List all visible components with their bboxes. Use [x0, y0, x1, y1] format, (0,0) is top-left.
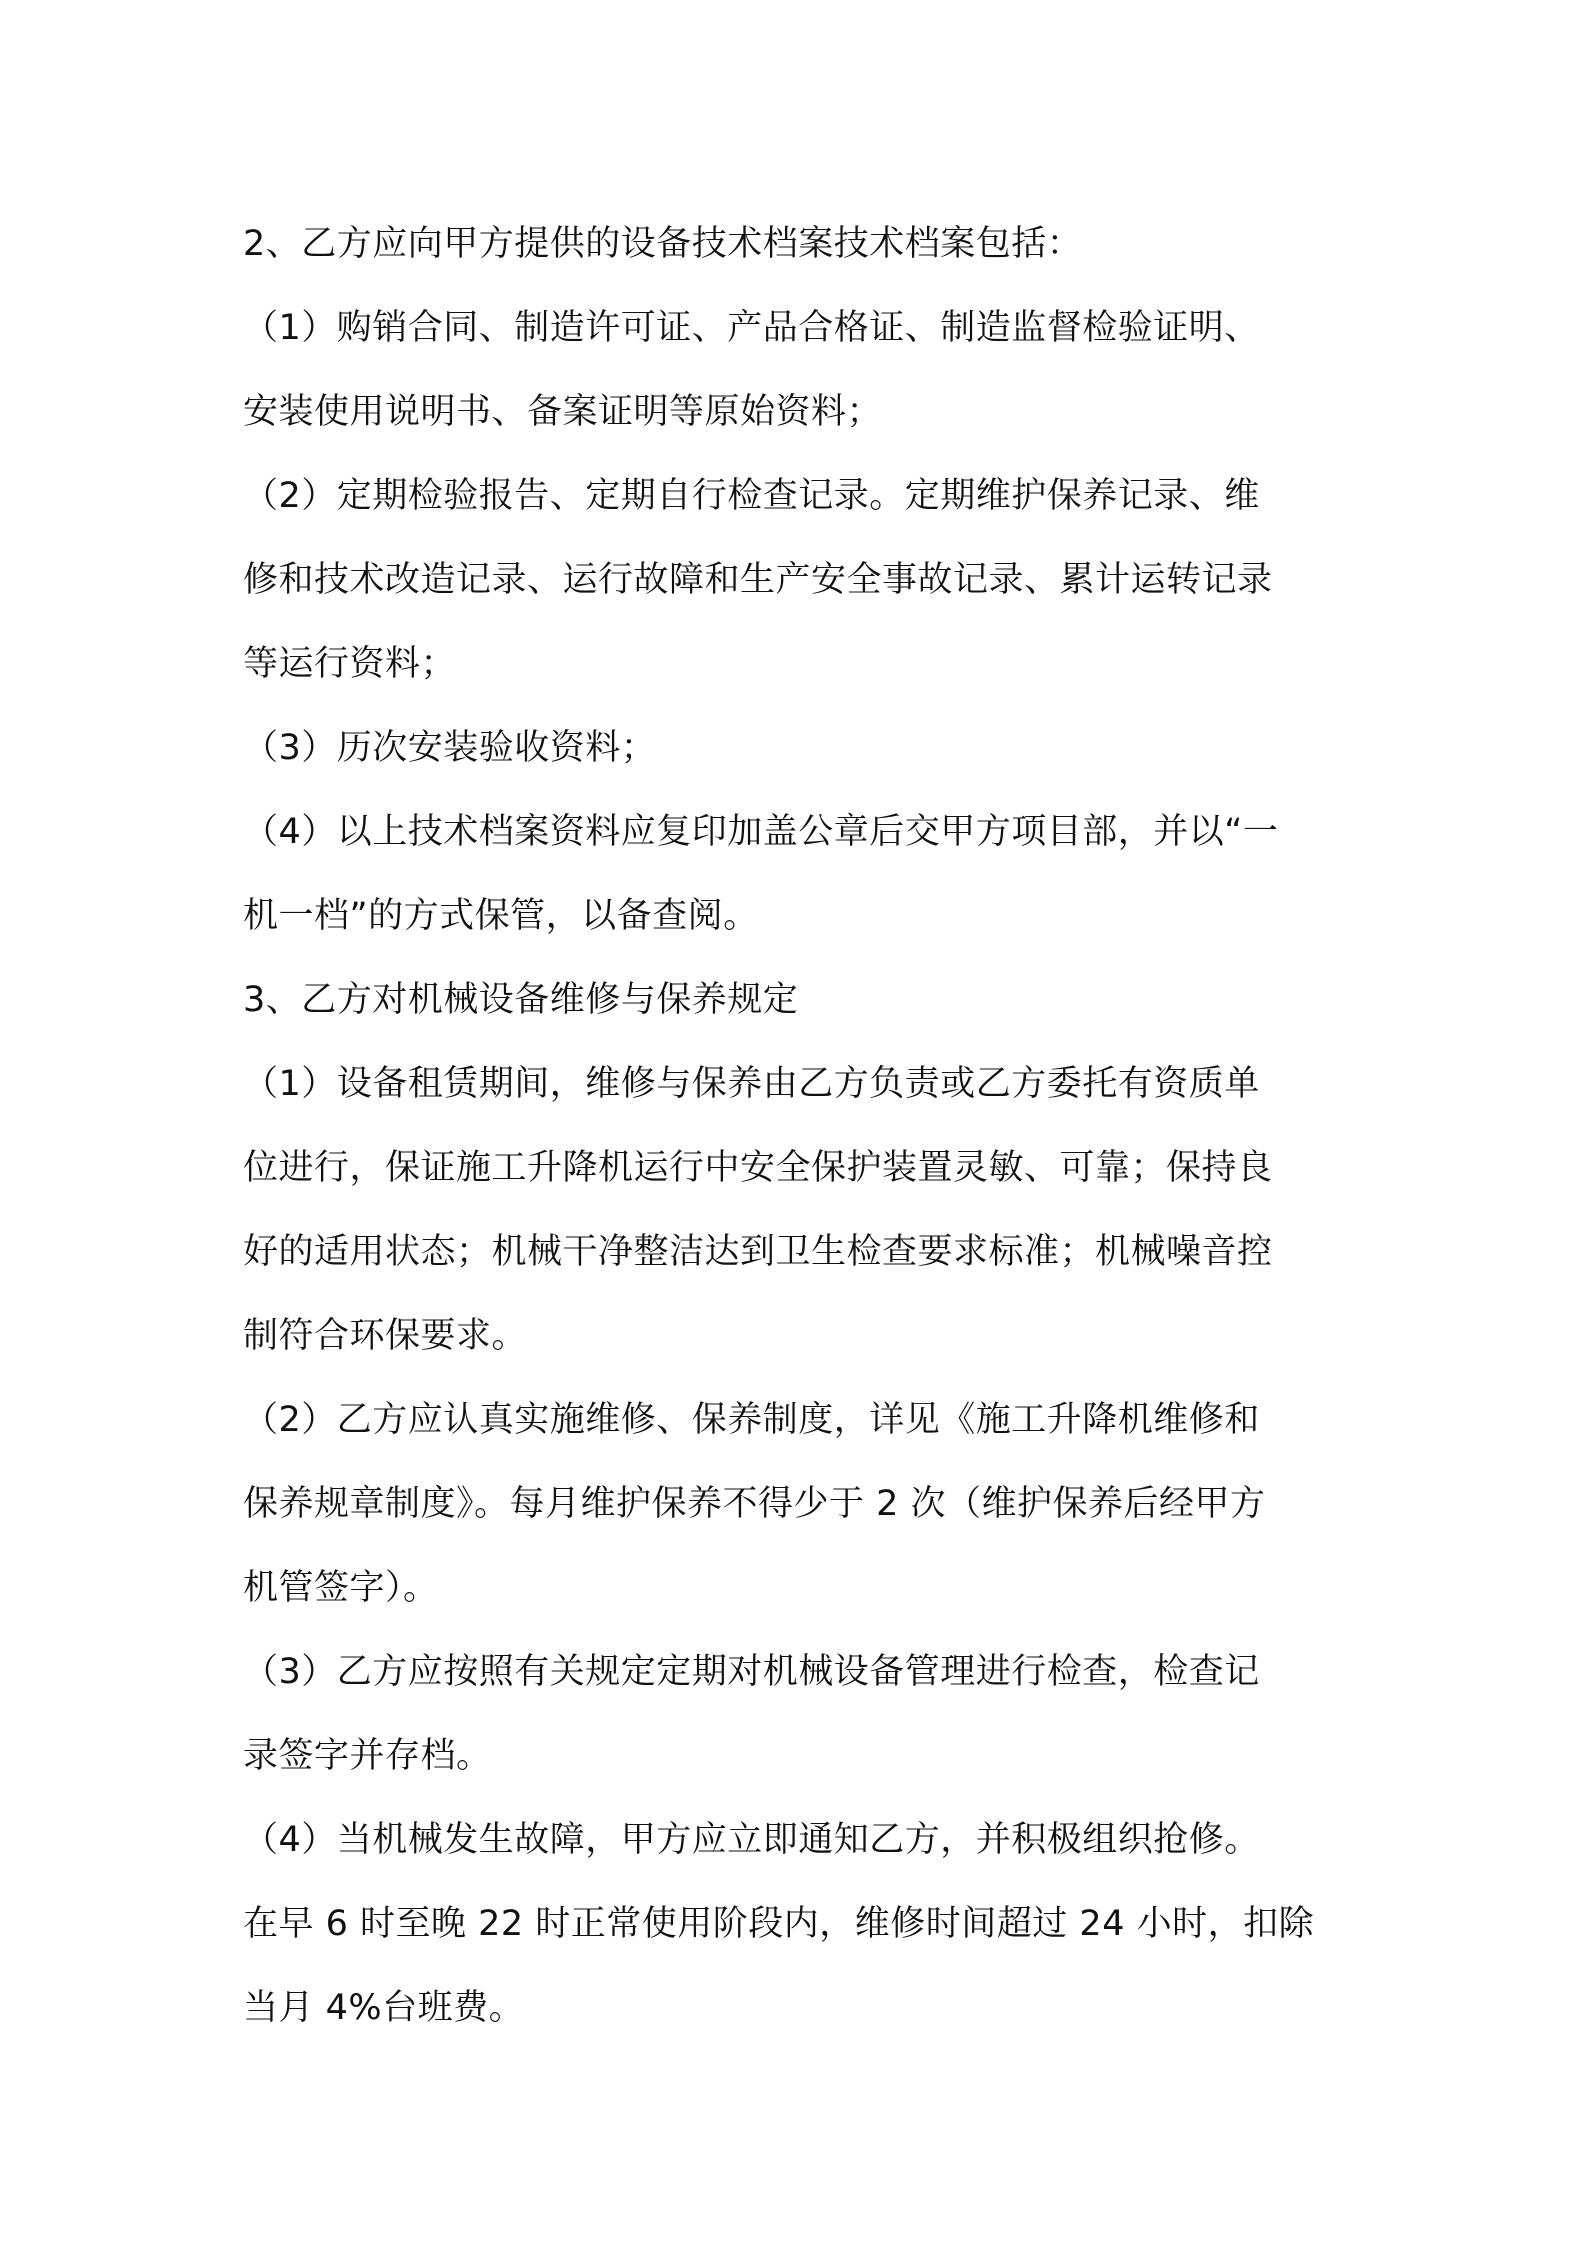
text-line: 在早 6 时至晚 22 时正常使用阶段内，维修时间超过 24 小时，扣除	[243, 1904, 1315, 1944]
text-line: 3、乙方对机械设备维修与保养规定	[243, 980, 799, 1020]
text-line: 等运行资料；	[243, 644, 457, 684]
text-line: 录签字并存档。	[243, 1736, 492, 1776]
text-line: （4）当机械发生故障，甲方应立即通知乙方，并积极组织抢修。	[243, 1820, 1260, 1860]
text-line: 好的适用状态；机械干净整洁达到卫生检查要求标准；机械噪音控	[243, 1232, 1273, 1272]
text-line: 机管签字）。	[243, 1568, 439, 1608]
text-line: 当月 4%台班费。	[243, 1988, 525, 2028]
text-line: （2）定期检验报告、定期自行检查记录。定期维护保养记录、维	[243, 476, 1260, 516]
text-line: 保养规章制度》。每月维护保养不得少于 2 次（维护保养后经甲方	[243, 1484, 1266, 1524]
text-line: 制符合环保要求。	[243, 1316, 528, 1356]
text-line: （2）乙方应认真实施维修、保养制度，详见《施工升降机维修和	[243, 1400, 1260, 1440]
text-line: 修和技术改造记录、运行故障和生产安全事故记录、累计运转记录	[243, 560, 1273, 600]
text-line: 机一档”的方式保管，以备查阅。	[243, 896, 759, 936]
text-line: （4）以上技术档案资料应复印加盖公章后交甲方项目部，并以“一	[243, 812, 1279, 852]
document-body	[243, 202, 1363, 2050]
text-line: 安装使用说明书、备案证明等原始资料；	[243, 392, 883, 432]
text-line: 2、乙方应向甲方提供的设备技术档案技术档案包括：	[243, 224, 1083, 264]
text-line: （3）乙方应按照有关规定定期对机械设备管理进行检查，检查记	[243, 1652, 1260, 1692]
text-line: （1）购销合同、制造许可证、产品合格证、制造监督检验证明、	[243, 308, 1260, 348]
text-line: （3）历次安装验收资料；	[243, 728, 657, 768]
text-line: （1）设备租赁期间，维修与保养由乙方负责或乙方委托有资质单	[243, 1064, 1260, 1104]
text-line: 位进行，保证施工升降机运行中安全保护装置灵敏、可靠；保持良	[243, 1148, 1273, 1188]
